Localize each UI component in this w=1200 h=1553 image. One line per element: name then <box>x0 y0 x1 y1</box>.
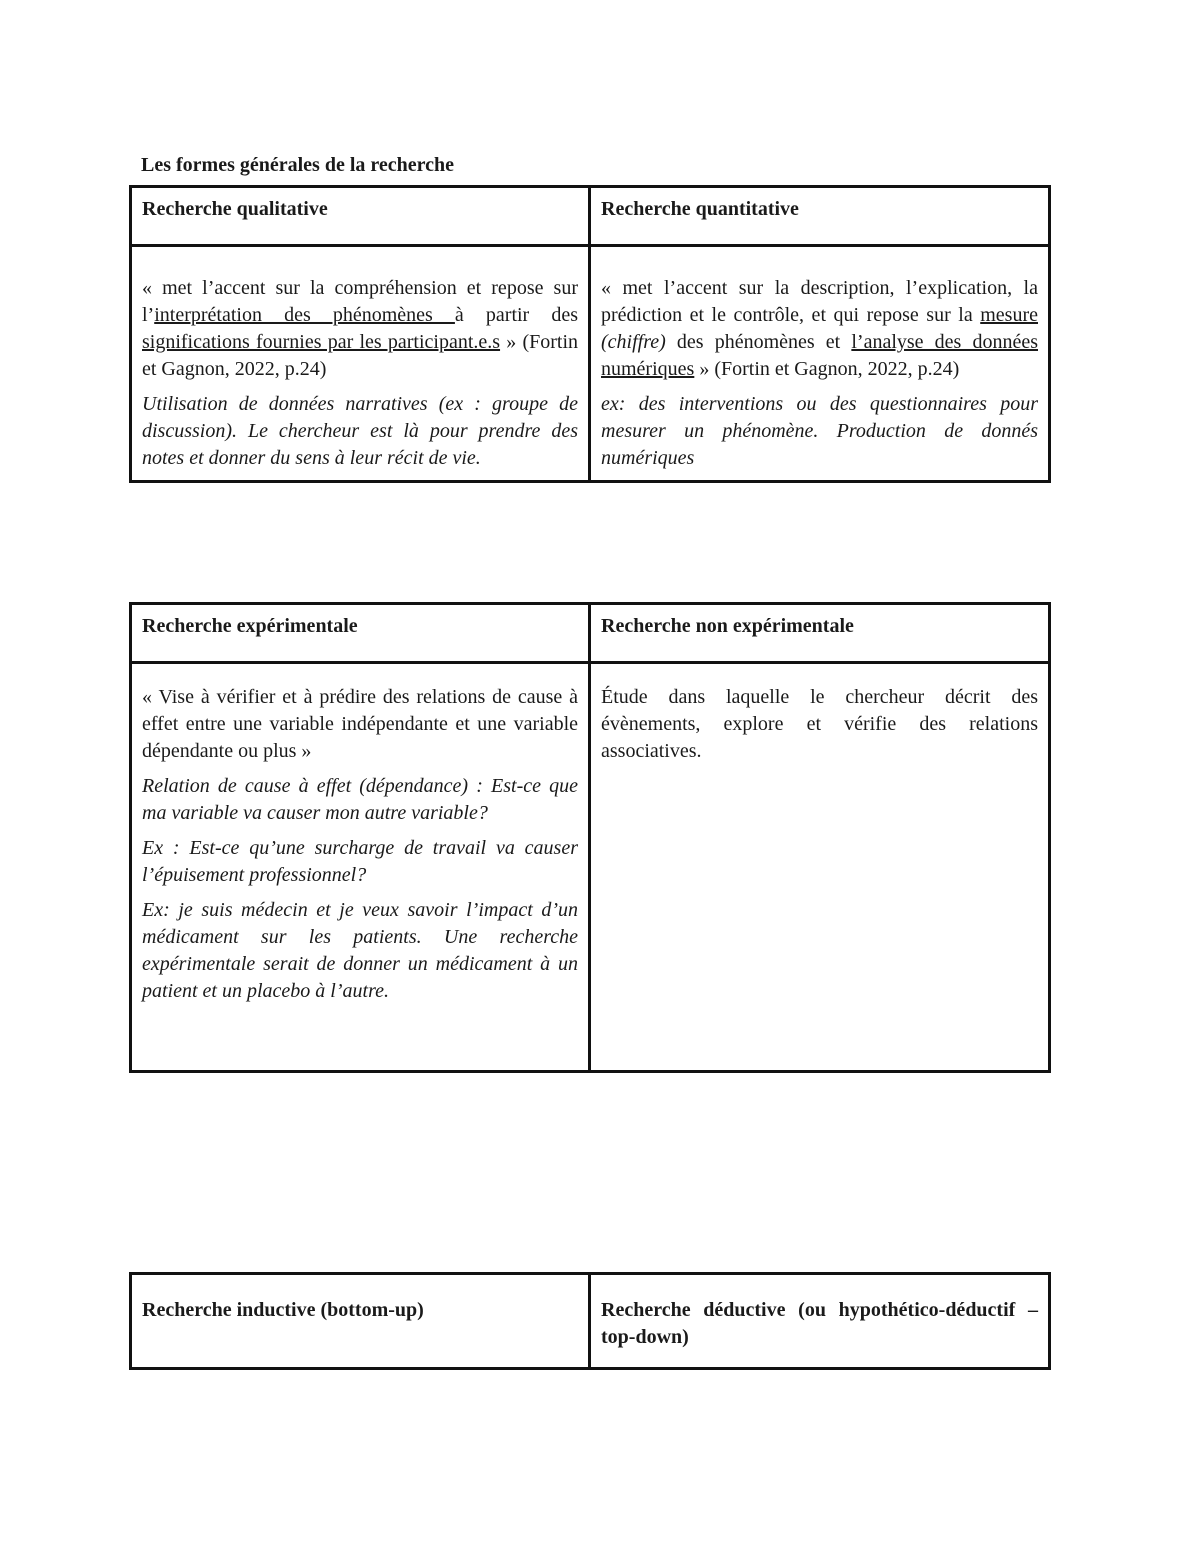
quantitative-definition: « met l’accent sur la description, l’explication, la prédiction et le contrôle, et qui repose sur la mesure (chiffre) des phénomènes et l’analyse des données numériques » (Fortin et Gagnon, 2022, p.24) <box>601 277 1038 380</box>
header-quantitative: Recherche quantitative <box>590 187 1050 246</box>
qualitative-definition: « met l’accent sur la compréhension et repose sur l’interprétation des phénomènes à partir des significations fournies par les participant.e.s » (Fortin et Gagnon, 2022, p.24) <box>142 277 579 380</box>
qualitative-example: Utilisation de données narratives (ex : groupe de discussion). Le chercheur est là pour prendre des notes et donner du sens à leur récit de vie. <box>142 393 578 469</box>
cell-quantitative <box>590 246 1050 482</box>
table-header-row <box>131 187 1050 246</box>
header-deductive <box>590 1274 1050 1369</box>
table-body-row <box>131 246 1050 482</box>
header-experimental: Recherche expérimentale <box>131 604 590 663</box>
table-experimental <box>129 602 1051 1073</box>
cell-non-experimental <box>590 663 1050 1072</box>
non-experimental-definition: Étude dans laquelle le chercheur décrit des évènements, explore et vérifie des relations associatives. <box>601 686 1038 762</box>
table-inductive-deductive <box>129 1272 1051 1370</box>
cell-experimental <box>131 663 590 1072</box>
table-header-row <box>131 604 1050 663</box>
experimental-example-1: Ex : Est-ce qu’une surcharge de travail va causer l’épuisement professionnel? <box>142 837 578 886</box>
header-inductive: Recherche inductive (bottom-up) <box>131 1274 590 1369</box>
header-non-experimental: Recherche non expérimentale <box>590 604 1050 663</box>
table-header-row <box>131 1274 1050 1369</box>
table-qualitative-quantitative <box>129 185 1051 483</box>
table-body-row <box>131 663 1050 1072</box>
experimental-definition: « Vise à vérifier et à prédire des relations de cause à effet entre une variable indépendante et une variable dépendante ou plus » <box>142 686 578 762</box>
page-title: Les formes générales de la recherche <box>141 154 455 176</box>
cell-qualitative <box>131 246 590 482</box>
deductive-label: Recherche déductive (ou hypothético-déductif – top-down) <box>601 1299 1038 1348</box>
experimental-note: Relation de cause à effet (dépendance) : Est-ce que ma variable va causer mon autre variable? <box>142 775 578 824</box>
quantitative-example: ex: des interventions ou des questionnaires pour mesurer un phénomène. Production de donnés numériques <box>601 393 1038 469</box>
experimental-example-2: Ex: je suis médecin et je veux savoir l’impact d’un médicament sur les patients. Une recherche expérimentale serait de donner un médicament à un patient et un placebo à l’autre. <box>142 899 578 1002</box>
header-qualitative: Recherche qualitative <box>131 187 590 246</box>
